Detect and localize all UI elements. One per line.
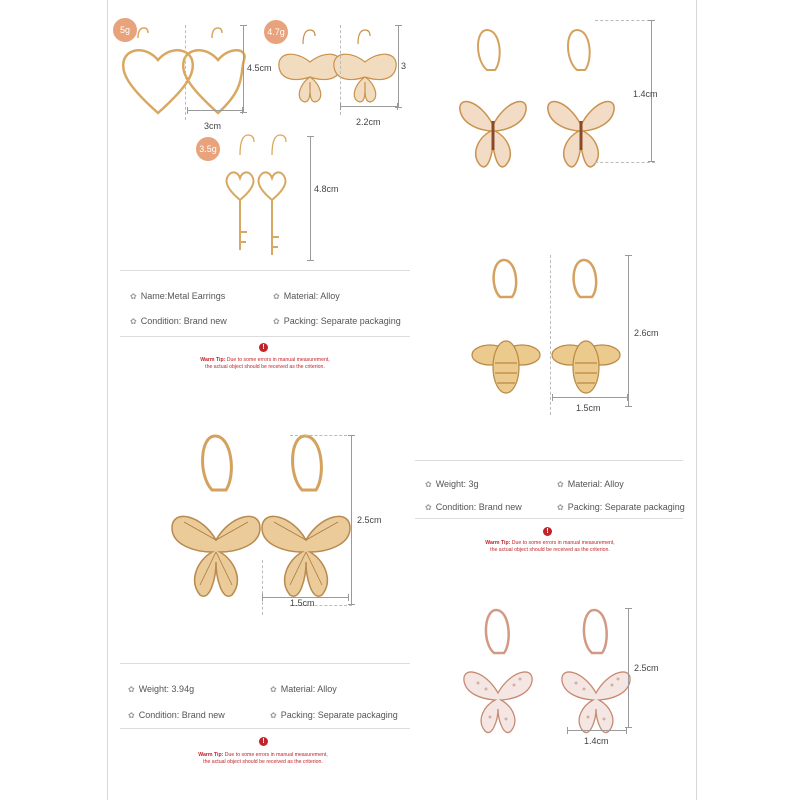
leaf-icon: ✿ (270, 711, 277, 720)
spec-weight-text: Weight: 3g (435, 479, 479, 489)
spec-packing (270, 710, 398, 720)
gold-butterfly-earring-image (170, 430, 350, 605)
leaf-icon: ✿ (270, 685, 277, 694)
spec-packing-text: Packing: Separate packaging (280, 710, 398, 720)
warm-tip: Warm Tip: Due to some errors in manual measurement, the actual object should be received as the criterion. (200, 357, 330, 370)
leaf-icon: ✿ (130, 317, 137, 326)
divider (415, 518, 683, 519)
heart-height-label: 4.5cm (247, 63, 272, 73)
width-dimension (187, 110, 243, 111)
warning-icon: ! (259, 343, 268, 352)
enamel-butterfly-earring-image (455, 25, 625, 175)
spec-packing-text: Packing: Separate packaging (283, 316, 401, 326)
spec-material (273, 291, 340, 301)
width-dimension (567, 730, 627, 731)
width-dimension (552, 397, 628, 398)
crystal-butterfly-height-label: 2.5cm (634, 663, 659, 673)
height-dimension (398, 25, 399, 108)
guide-line (595, 20, 655, 21)
gold-butterfly-height-label: 2.5cm (357, 515, 382, 525)
spec-condition (130, 316, 227, 326)
divider (415, 460, 683, 461)
spec-material (557, 479, 624, 489)
height-dimension (628, 608, 629, 728)
spec-material-text: Material: Alloy (283, 291, 340, 301)
spec-weight-text: Weight: 3.94g (138, 684, 195, 694)
spec-material (270, 684, 337, 694)
guide-line (340, 25, 341, 115)
spec-material-text: Material: Alloy (280, 684, 337, 694)
spec-condition (128, 710, 225, 720)
leaf-icon: ✿ (557, 503, 564, 512)
gold-butterfly-width-label: 1.5cm (290, 598, 315, 608)
key-height-label: 4.8cm (314, 184, 339, 194)
leaf-icon: ✿ (557, 480, 564, 489)
heart-key-earring-image (220, 130, 300, 260)
heart-earring-image (120, 18, 245, 118)
warning-icon: ! (259, 737, 268, 746)
spec-condition (425, 502, 522, 512)
spec-material-text: Material: Alloy (567, 479, 624, 489)
spec-condition-text: Condition: Brand new (138, 710, 225, 720)
butterfly-hook-height-label: 3 (401, 61, 407, 71)
spec-name-text: Name:Metal Earrings (140, 291, 226, 301)
width-dimension (340, 106, 398, 107)
warm-tip: Warm Tip: Due to some errors in manual measurement, the actual object should be received as the criterion. (198, 752, 328, 765)
guide-line (262, 560, 263, 615)
leaf-icon: ✿ (128, 711, 135, 720)
leaf-icon: ✿ (273, 317, 280, 326)
spec-condition-text: Condition: Brand new (435, 502, 522, 512)
divider (120, 336, 410, 337)
divider (120, 728, 410, 729)
bee-earring-image (470, 255, 620, 410)
weight-badge-butterfly-hook: 4.7g (264, 20, 288, 44)
butterfly-hook-width-label: 2.2cm (356, 117, 381, 127)
bee-height-label: 2.6cm (634, 328, 659, 338)
divider (120, 270, 410, 271)
height-dimension (628, 255, 629, 407)
height-dimension (310, 136, 311, 261)
spec-packing (273, 316, 401, 326)
enamel-butterfly-height-label: 1.4cm (633, 89, 658, 99)
warm-tip: Warm Tip: Due to some errors in manual measurement, the actual object should be received as the criterion. (485, 540, 615, 553)
weight-badge-heart: 5g (113, 18, 137, 42)
guide-line (290, 435, 352, 436)
crystal-butterfly-earring-image (458, 605, 633, 740)
leaf-icon: ✿ (128, 685, 135, 694)
guide-line (185, 25, 186, 120)
spec-weight (128, 684, 194, 694)
spec-packing-text: Packing: Separate packaging (567, 502, 685, 512)
leaf-icon: ✿ (425, 503, 432, 512)
leaf-icon: ✿ (273, 292, 280, 301)
spec-condition-text: Condition: Brand new (140, 316, 227, 326)
warning-icon: ! (543, 527, 552, 536)
height-dimension (243, 25, 244, 113)
leaf-icon: ✿ (130, 292, 137, 301)
butterfly-hook-earring-image (275, 22, 400, 112)
leaf-icon: ✿ (425, 480, 432, 489)
spec-packing (557, 502, 685, 512)
bee-width-label: 1.5cm (576, 403, 601, 413)
spec-name (130, 291, 225, 301)
crystal-butterfly-width-label: 1.4cm (584, 736, 609, 746)
height-dimension (351, 435, 352, 605)
divider (120, 663, 410, 664)
guide-line (595, 162, 655, 163)
weight-badge-key: 3.5g (196, 137, 220, 161)
spec-weight (425, 479, 479, 489)
guide-line (550, 255, 551, 415)
heart-width-label: 3cm (204, 121, 222, 131)
